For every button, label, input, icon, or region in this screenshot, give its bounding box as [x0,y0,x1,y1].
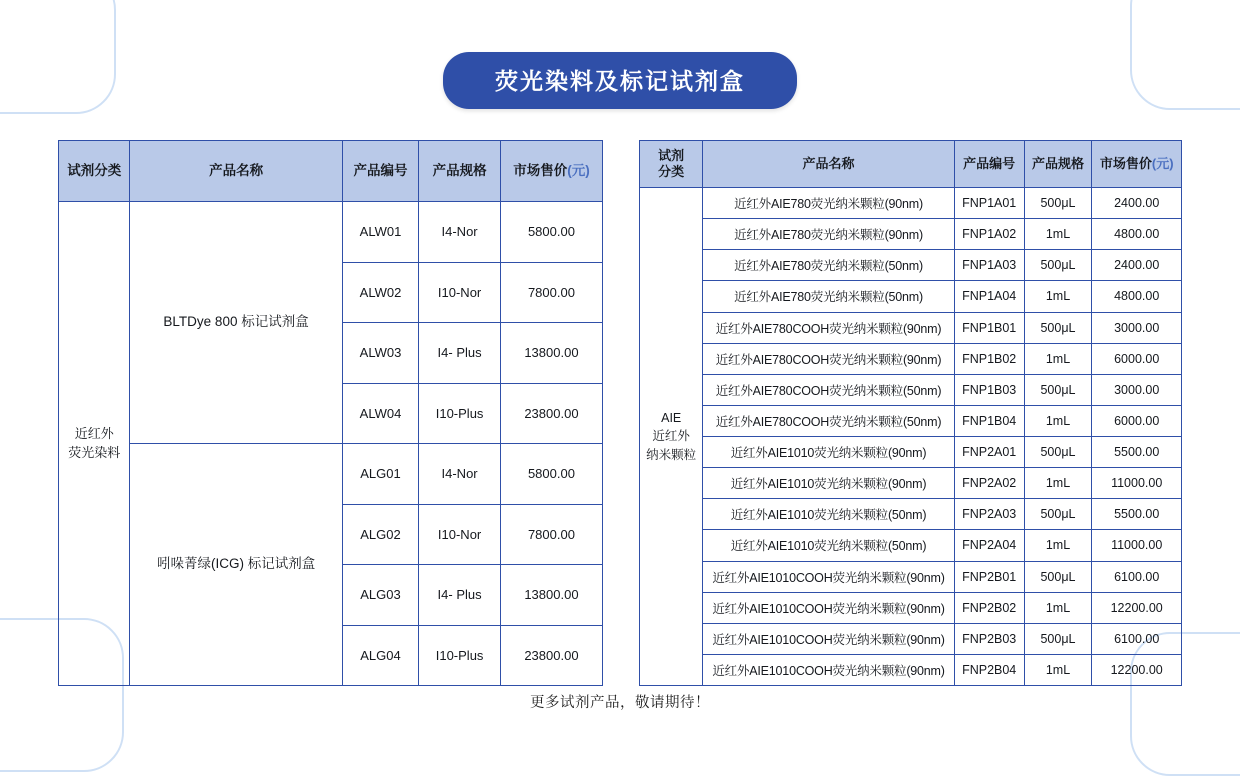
product-name-cell: 近红外AIE780荧光纳米颗粒(90nm) [703,188,954,219]
product-code-cell: FNP2A01 [954,437,1024,468]
product-name-cell: 近红外AIE780荧光纳米颗粒(50nm) [703,250,954,281]
product-spec-cell: 500μL [1024,623,1092,654]
product-code-cell: ALG04 [342,625,419,686]
product-code-cell: FNP1B02 [954,343,1024,374]
product-price-cell: 5500.00 [1092,437,1182,468]
header-product-code: 产品编号 [954,141,1024,188]
product-name-cell: 近红外AIE1010COOH荧光纳米颗粒(90nm) [703,623,954,654]
right-table-body [640,188,1182,686]
product-name-cell: 近红外AIE1010荧光纳米颗粒(50nm) [703,530,954,561]
product-spec-cell: 1mL [1024,281,1092,312]
product-spec-cell: 1mL [1024,654,1092,685]
table-header-row [640,141,1182,188]
table-row [640,437,1182,468]
price-unit: (元) [567,162,590,178]
product-price-cell: 3000.00 [1092,374,1182,405]
product-spec-cell: I10-Plus [419,625,501,686]
product-price-cell: 2400.00 [1092,188,1182,219]
product-spec-cell: I4-Nor [419,202,501,263]
table-row [640,499,1182,530]
table-row [640,561,1182,592]
product-price-cell: 23800.00 [500,625,602,686]
page-title: 荧光染料及标记试剂盒 [443,52,797,109]
left-table-body [59,202,603,686]
product-price-cell: 7800.00 [500,262,602,323]
footer-note: 更多试剂产品，敬请期待！ [530,695,710,711]
product-price-cell: 7800.00 [500,504,602,565]
header-market-price: 市场售价(元) [1092,141,1182,188]
product-code-cell: ALW02 [342,262,419,323]
product-name-cell: 近红外AIE1010荧光纳米颗粒(90nm) [703,437,954,468]
product-code-cell: FNP1A03 [954,250,1024,281]
category-cell: 近红外 荧光染料 [59,202,130,686]
product-spec-cell: 1mL [1024,592,1092,623]
product-price-cell: 13800.00 [500,323,602,384]
header-product-name: 产品名称 [130,141,342,202]
left-table-header [59,141,603,202]
product-spec-cell: 500μL [1024,188,1092,219]
product-spec-cell: 500μL [1024,437,1092,468]
table-row [640,343,1182,374]
product-spec-cell: I10-Nor [419,504,501,565]
product-spec-cell: 500μL [1024,250,1092,281]
table-row [59,444,603,505]
product-spec-cell: I10-Nor [419,262,501,323]
product-code-cell: FNP1B01 [954,312,1024,343]
price-unit: (元) [1151,155,1174,171]
right-table-header [640,141,1182,188]
table-header-row [59,141,603,202]
product-code-cell: FNP1A04 [954,281,1024,312]
product-price-cell: 5500.00 [1092,499,1182,530]
product-name-cell: 近红外AIE780COOH荧光纳米颗粒(90nm) [703,343,954,374]
product-price-cell: 12200.00 [1092,592,1182,623]
product-code-cell: FNP2B02 [954,592,1024,623]
product-name-cell: 近红外AIE1010荧光纳米颗粒(90nm) [703,468,954,499]
table-row [640,374,1182,405]
product-spec-cell: 500μL [1024,312,1092,343]
header-category: 试剂分类 [59,141,130,202]
product-code-cell: FNP2A03 [954,499,1024,530]
table-row [640,219,1182,250]
header-product-spec: 产品规格 [419,141,501,202]
product-spec-cell: 1mL [1024,343,1092,374]
product-code-cell: FNP2B04 [954,654,1024,685]
product-name-cell: 近红外AIE1010COOH荧光纳米颗粒(90nm) [703,592,954,623]
product-price-cell: 6100.00 [1092,623,1182,654]
product-name-cell: 近红外AIE1010COOH荧光纳米颗粒(90nm) [703,561,954,592]
table-row [640,654,1182,685]
product-spec-cell: 1mL [1024,468,1092,499]
product-code-cell: FNP2A04 [954,530,1024,561]
product-spec-cell: I10-Plus [419,383,501,444]
aie-nanoparticles-table [639,140,1182,686]
header-category: 试剂 分类 [640,141,703,188]
table-row [640,623,1182,654]
header-product-code: 产品编号 [342,141,419,202]
tables-container [0,140,1240,686]
table-row [640,281,1182,312]
product-spec-cell: 1mL [1024,219,1092,250]
table-row [640,250,1182,281]
product-price-cell: 5800.00 [500,444,602,505]
product-price-cell: 4800.00 [1092,219,1182,250]
product-spec-cell: 500μL [1024,499,1092,530]
product-spec-cell: I4- Plus [419,323,501,384]
product-name-cell: 近红外AIE780荧光纳米颗粒(90nm) [703,219,954,250]
fluorescent-dye-kits-table [58,140,603,686]
product-price-cell: 4800.00 [1092,281,1182,312]
product-name-cell: 近红外AIE780荧光纳米颗粒(50nm) [703,281,954,312]
page-title-container [0,52,1240,109]
product-code-cell: FNP1A02 [954,219,1024,250]
product-code-cell: ALW03 [342,323,419,384]
table-row [59,202,603,263]
product-name-cell: 吲哚菁绿(ICG) 标记试剂盒 [130,444,342,686]
product-name-cell: 近红外AIE1010荧光纳米颗粒(50nm) [703,499,954,530]
header-market-price: 市场售价(元) [500,141,602,202]
header-product-spec: 产品规格 [1024,141,1092,188]
product-spec-cell: 1mL [1024,530,1092,561]
table-row [640,530,1182,561]
product-price-cell: 6000.00 [1092,343,1182,374]
product-code-cell: ALW01 [342,202,419,263]
product-price-cell: 6000.00 [1092,405,1182,436]
product-code-cell: FNP1B03 [954,374,1024,405]
product-code-cell: ALG02 [342,504,419,565]
table-row [640,312,1182,343]
table-row [640,188,1182,219]
product-code-cell: ALG03 [342,565,419,626]
product-spec-cell: 500μL [1024,561,1092,592]
product-price-cell: 6100.00 [1092,561,1182,592]
product-code-cell: ALW04 [342,383,419,444]
product-name-cell: 近红外AIE1010COOH荧光纳米颗粒(90nm) [703,654,954,685]
product-code-cell: FNP1A01 [954,188,1024,219]
table-row [640,592,1182,623]
product-name-cell: BLTDye 800 标记试剂盒 [130,202,342,444]
product-price-cell: 23800.00 [500,383,602,444]
product-price-cell: 11000.00 [1092,468,1182,499]
product-name-cell: 近红外AIE780COOH荧光纳米颗粒(90nm) [703,312,954,343]
table-row [640,405,1182,436]
product-price-cell: 5800.00 [500,202,602,263]
product-code-cell: FNP2B01 [954,561,1024,592]
product-name-cell: 近红外AIE780COOH荧光纳米颗粒(50nm) [703,374,954,405]
product-code-cell: FNP2B03 [954,623,1024,654]
product-price-cell: 12200.00 [1092,654,1182,685]
product-spec-cell: 1mL [1024,405,1092,436]
header-product-name: 产品名称 [703,141,954,188]
product-code-cell: ALG01 [342,444,419,505]
category-cell: AIE 近红外 纳米颗粒 [640,188,703,686]
table-row [640,468,1182,499]
product-price-cell: 11000.00 [1092,530,1182,561]
product-price-cell: 2400.00 [1092,250,1182,281]
product-code-cell: FNP2A02 [954,468,1024,499]
product-spec-cell: 500μL [1024,374,1092,405]
product-name-cell: 近红外AIE780COOH荧光纳米颗粒(50nm) [703,405,954,436]
product-spec-cell: I4- Plus [419,565,501,626]
product-spec-cell: I4-Nor [419,444,501,505]
product-price-cell: 3000.00 [1092,312,1182,343]
product-price-cell: 13800.00 [500,565,602,626]
product-code-cell: FNP1B04 [954,405,1024,436]
